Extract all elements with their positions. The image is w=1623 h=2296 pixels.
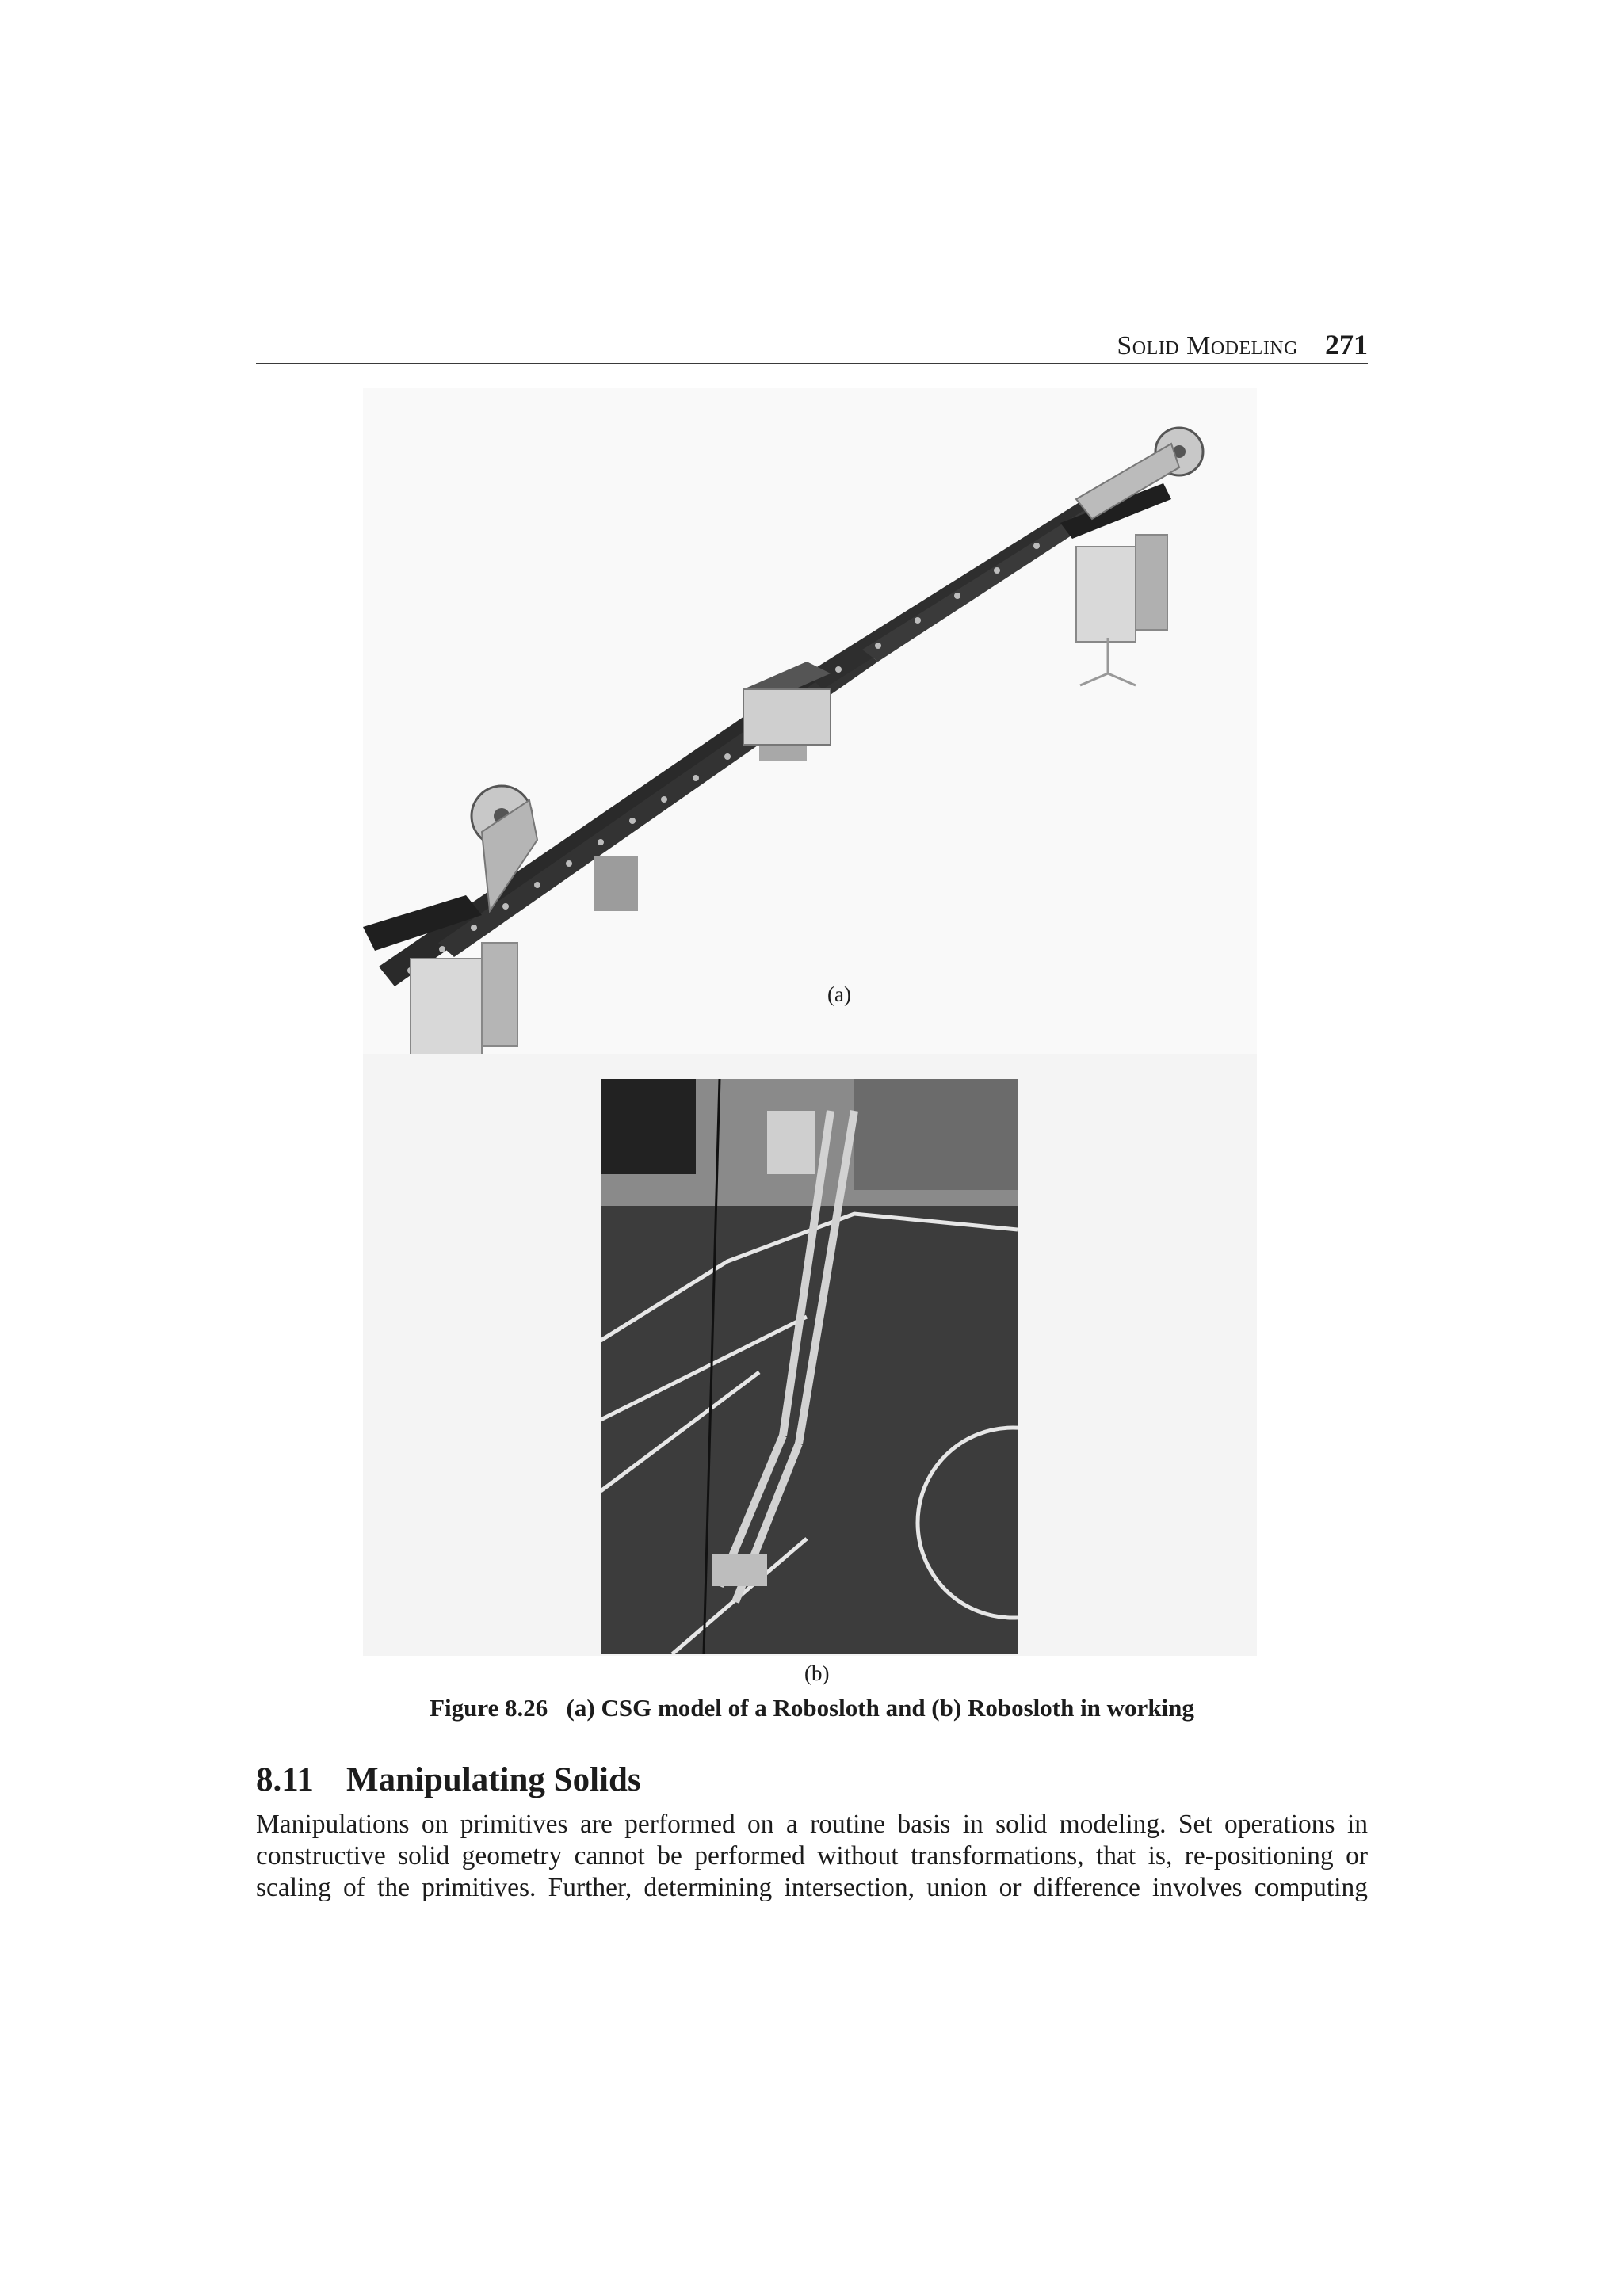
robosloth-photo bbox=[601, 1079, 1018, 1654]
csg-model-image bbox=[363, 388, 1257, 1070]
running-header bbox=[256, 326, 1368, 364]
section-title: Manipulating Solids bbox=[346, 1761, 641, 1798]
figure-caption: Figure 8.26 (a) CSG model of a Robosloth and (b) Robosloth in working bbox=[430, 1694, 1194, 1722]
figure-sublabel-a: (a) bbox=[827, 982, 851, 1006]
running-title: Solid Modeling bbox=[1117, 331, 1298, 360]
page-number: 271 bbox=[1325, 329, 1368, 360]
figure-panel-a bbox=[363, 388, 1257, 1070]
section-heading bbox=[256, 1760, 641, 1799]
body-line: scaling of the primitives. Further, determining intersection, union or difference involves computing bbox=[256, 1873, 1368, 1902]
body-line: Manipulations on primitives are performed on a routine basis in solid modeling. Set operations in bbox=[256, 1810, 1368, 1839]
figure-sublabel-b: (b) bbox=[804, 1661, 830, 1685]
body-line: constructive solid geometry cannot be performed without transformations, that is, re-positioning or bbox=[256, 1841, 1368, 1871]
body-paragraph bbox=[256, 1809, 1368, 1904]
section-number: 8.11 bbox=[256, 1761, 314, 1798]
